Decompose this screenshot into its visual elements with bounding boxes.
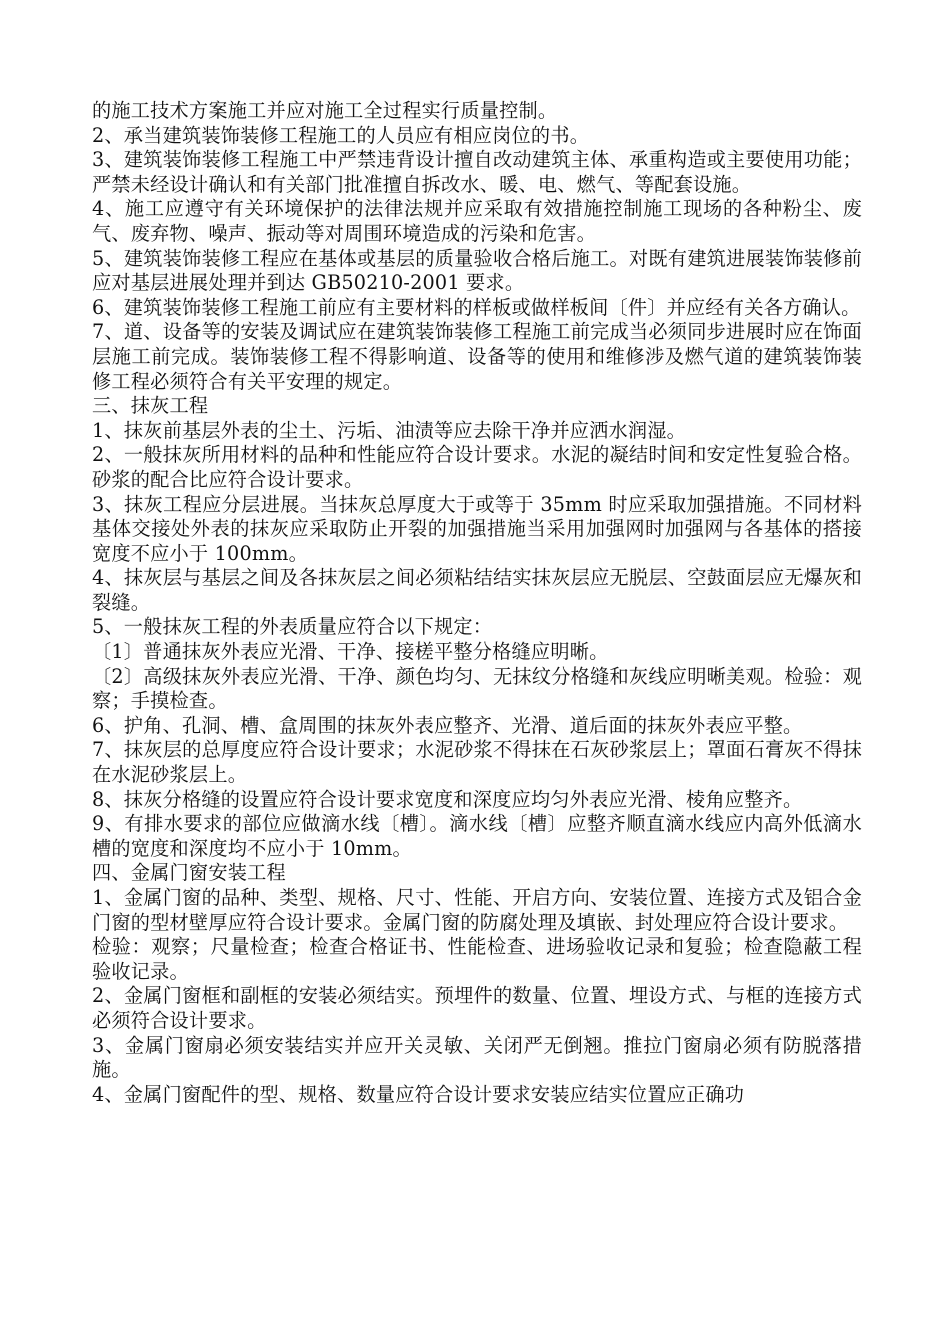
paragraph: 2、金属门窗框和副框的安装必须结实。预埋件的数量、位置、埋设方式、与框的连接方式必须符合设计要求。 bbox=[92, 984, 862, 1032]
paragraph: 4、施工应遵守有关环境保护的法律法规并应采取有效措施控制施工现场的各种粉尘、废气、废弃物、噪声、振动等对周围环境造成的污染和危害。 bbox=[92, 197, 862, 245]
section-heading: 四、金属门窗安装工程 bbox=[92, 861, 286, 885]
paragraph: 6、护角、孔洞、槽、盒周围的抹灰外表应整齐、光滑、道后面的抹灰外表应平整。 bbox=[92, 713, 803, 737]
paragraph: 2、一般抹灰所用材料的品种和性能应符合设计要求。水泥的凝结时间和安定性复验合格。砂浆的配合比应符合设计要求。 bbox=[92, 443, 862, 491]
paragraph: 4、抹灰层与基层之间及各抹灰层之间必须粘结结实抹灰层应无脱层、空鼓面层应无爆灰和裂缝。 bbox=[92, 566, 862, 614]
paragraph: 3、建筑装饰装修工程施工中严禁违背设计擅自改动建筑主体、承重构造或主要使用功能；严禁未经设计确认和有关部门批准擅自拆改水、暖、电、燃气、等配套设施。 bbox=[92, 148, 862, 196]
paragraph: 〔1〕普通抹灰外表应光滑、干净、接槎平整分格缝应明晰。 bbox=[92, 640, 609, 664]
paragraph: 3、金属门窗扇必须安装结实并应开关灵敏、关闭严无倒翘。推拉门窗扇必须有防脱落措施。 bbox=[92, 1033, 862, 1082]
paragraph: 7、道、设备等的安装及调试应在建筑装饰装修工程施工前完成当必须同步进展时应在饰面层施工前完成。装饰装修工程不得影响道、设备等的使用和维修涉及燃气道的建筑装饰装修工程必须符合有关平安理的规定。 bbox=[92, 320, 862, 393]
paragraph: 的施工技术方案施工并应对施工全过程实行质量控制。 bbox=[92, 99, 558, 122]
section-heading: 三、抹灰工程 bbox=[92, 394, 209, 418]
paragraph: 6、建筑装饰装修工程施工前应有主要材料的样板或做样板间〔件〕并应经有关各方确认。 bbox=[92, 295, 861, 319]
paragraph: 9、有排水要求的部位应做滴水线〔槽〕。滴水线〔槽〕应整齐顺直滴水线应内高外低滴水槽的宽度和深度均不应小于 10mm。 bbox=[92, 812, 862, 860]
paragraph: 5、一般抹灰工程的外表质量应符合以下规定： bbox=[92, 615, 493, 639]
document-body bbox=[92, 99, 862, 1107]
paragraph: 〔2〕高级抹灰外表应光滑、干净、颜色均匀、无抹纹分格缝和灰线应明晰美观。检验：观察；手摸检查。 bbox=[92, 664, 862, 713]
paragraph: 1、抹灰前基层外表的尘土、污垢、油渍等应去除干净并应洒水润湿。 bbox=[92, 418, 687, 442]
paragraph: 7、抹灰层的总厚度应符合设计要求；水泥砂浆不得抹在石灰砂浆层上；罩面石膏灰不得抹在水泥砂浆层上。 bbox=[92, 738, 862, 787]
paragraph: 检验：观察；尺量检查；检查合格证书、性能检查、进场验收记录和复验；检查隐蔽工程验收记录。 bbox=[92, 935, 862, 983]
paragraph: 1、金属门窗的品种、类型、规格、尺寸、性能、开启方向、安装位置、连接方式及铝合金门窗的型材壁厚应符合设计要求。金属门窗的防腐处理及填嵌、封处理应符合设计要求。 bbox=[92, 886, 862, 934]
paragraph: 8、抹灰分格缝的设置应符合设计要求宽度和深度应均匀外表应光滑、棱角应整齐。 bbox=[92, 787, 803, 811]
paragraph: 5、建筑装饰装修工程应在基体或基层的质量验收合格后施工。对既有建筑进展装饰装修前应对基层进展处理并到达 GB50210-2001 要求。 bbox=[92, 246, 862, 295]
paragraph: 2、承当建筑装饰装修工程施工的人员应有相应岗位的书。 bbox=[92, 123, 590, 147]
paragraph: 3、抹灰工程应分层进展。当抹灰总厚度大于或等于 35mm 时应采取加强措施。不同材料基体交接处外表的抹灰应采取防止开裂的加强措施当采用加强网时加强网与各基体的搭接宽度不应小于 100mm。 bbox=[92, 492, 862, 565]
paragraph: 4、金属门窗配件的型、规格、数量应符合设计要求安装应结实位置应正确功 bbox=[92, 1082, 745, 1106]
